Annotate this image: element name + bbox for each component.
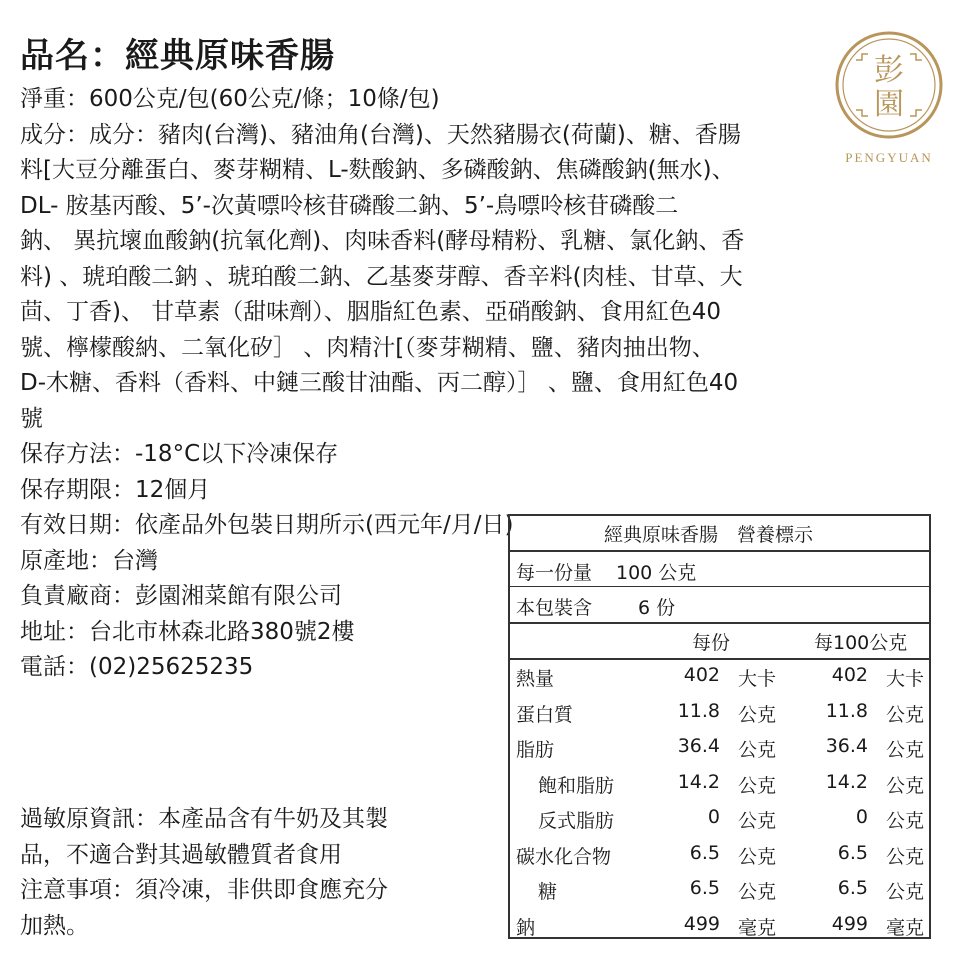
info-line: 茴、丁香)、 甘草素（甜味劑）、胭脂紅色素、亞硝酸鈉、食用紅色40 bbox=[20, 299, 722, 325]
info-line: 有效日期：依產品外包裝日期所示(西元年/月/日) bbox=[20, 512, 514, 538]
info-line: 原產地：台灣 bbox=[20, 547, 158, 574]
nutrient-unit-per-serving: 公克 bbox=[738, 881, 777, 903]
info-line: DL- 胺基丙酸、5’-次黃嘌呤核苷磷酸二鈉、5’-鳥嘌呤核苷磷酸二 bbox=[20, 192, 679, 219]
nutrient-unit-per-serving: 公克 bbox=[738, 810, 777, 832]
package-value: 6 份 bbox=[638, 597, 676, 619]
info-line: 料) 、琥珀酸二鈉 、琥珀酸二鈉、乙基麥芽醇、香辛料(肉桂、甘草、大 bbox=[20, 263, 743, 290]
product-title: 品名：經典原味香腸 bbox=[20, 36, 335, 76]
nutrient-value-per-100g: 499 bbox=[831, 912, 868, 935]
nutrient-unit-per-100g: 毫克 bbox=[886, 916, 925, 939]
nutrient-name: 鈉 bbox=[516, 916, 536, 939]
nutrition-table bbox=[508, 514, 931, 939]
nutrient-unit-per-serving: 公克 bbox=[738, 703, 777, 726]
nutrition-title: 經典原味香腸 營養標示 bbox=[604, 524, 814, 546]
nutrient-name: 反式脂肪 bbox=[538, 810, 615, 832]
nutrient-name: 碳水化合物 bbox=[516, 845, 612, 868]
col-header-per-serving: 每份 bbox=[692, 632, 731, 654]
col-header-per-100g: 每100公克 bbox=[814, 632, 908, 654]
logo-glyph-2: 園 bbox=[874, 87, 904, 122]
nutrient-value-per-serving: 6.5 bbox=[689, 841, 720, 864]
nutrient-value-per-100g: 402 bbox=[831, 664, 868, 686]
nutrient-value-per-serving: 6.5 bbox=[689, 877, 720, 899]
info-line: 保存方法：-18°C以下冷凍保存 bbox=[20, 441, 339, 467]
info-line: D-木糖、香料（香料、中鏈三酸甘油酯、丙二醇）］ 、鹽、食用紅色40 bbox=[20, 370, 739, 396]
nutrient-unit-per-100g: 公克 bbox=[886, 703, 925, 726]
divider bbox=[510, 622, 929, 624]
nutrient-value-per-serving: 36.4 bbox=[677, 735, 720, 757]
package-label: 本包裝含 bbox=[516, 597, 593, 619]
nutrient-unit-per-100g: 公克 bbox=[886, 881, 925, 903]
divider bbox=[510, 658, 929, 660]
nutrient-name: 飽和脂肪 bbox=[538, 774, 615, 797]
nutrient-value-per-100g: 6.5 bbox=[837, 841, 868, 864]
nutrient-name: 熱量 bbox=[516, 668, 555, 690]
nutrient-name: 脂肪 bbox=[516, 739, 555, 761]
allergy-line: 過敏原資訊：本產品含有牛奶及其製 bbox=[20, 806, 388, 832]
logo-text: PENGYUAN bbox=[845, 150, 933, 165]
nutrient-value-per-100g: 14.2 bbox=[825, 770, 868, 793]
allergy-line: 品，不適合對其過敏體質者食用 bbox=[20, 841, 342, 868]
divider bbox=[510, 586, 929, 587]
allergy-line: 注意事項：須冷凍，非供即食應充分 bbox=[20, 877, 388, 903]
nutrient-unit-per-serving: 公克 bbox=[738, 739, 777, 761]
nutrient-unit-per-100g: 公克 bbox=[886, 774, 925, 797]
nutrient-value-per-100g: 0 bbox=[855, 806, 868, 828]
logo-glyph-1: 彭 bbox=[874, 53, 904, 88]
info-line: 負責廠商：彭園湘菜館有限公司 bbox=[20, 583, 342, 609]
nutrient-name: 蛋白質 bbox=[516, 703, 574, 726]
info-line: 號、檸檬酸納、二氧化矽］ 、肉精汁[（麥芽糊精、鹽、豬肉抽出物、 bbox=[20, 334, 715, 361]
nutrient-name: 糖 bbox=[538, 881, 558, 903]
nutrient-unit-per-100g: 公克 bbox=[886, 845, 925, 868]
nutrient-unit-per-100g: 大卡 bbox=[886, 668, 925, 690]
info-line: 成分：成分：豬肉(台灣)、豬油角(台灣)、天然豬腸衣(荷蘭)、糖、香腸 bbox=[20, 121, 741, 148]
nutrient-value-per-serving: 14.2 bbox=[677, 770, 720, 793]
nutrient-unit-per-serving: 大卡 bbox=[738, 668, 777, 690]
nutrient-value-per-serving: 402 bbox=[683, 664, 720, 686]
info-line: 鈉、 異抗壞血酸鈉(抗氧化劑)、肉味香料(酵母精粉、乳糖、氯化鈉、香 bbox=[20, 228, 745, 254]
nutrient-unit-per-serving: 毫克 bbox=[738, 916, 777, 939]
nutrient-unit-per-serving: 公克 bbox=[738, 845, 777, 868]
nutrient-value-per-serving: 11.8 bbox=[677, 699, 720, 722]
nutrient-value-per-serving: 499 bbox=[683, 912, 720, 935]
info-line: 淨重：600公克/包(60公克/條；10條/包) bbox=[20, 86, 440, 112]
nutrient-unit-per-100g: 公克 bbox=[886, 739, 925, 761]
serving-value: 100 公克 bbox=[616, 562, 697, 584]
info-line: 料[大豆分離蛋白、麥芽糊精、L-麩酸鈉、多磷酸鈉、焦磷酸鈉(無水)、 bbox=[20, 157, 735, 183]
nutrient-unit-per-100g: 公克 bbox=[886, 810, 925, 832]
serving-label: 每一份量 bbox=[516, 562, 593, 584]
nutrient-unit-per-serving: 公克 bbox=[738, 774, 777, 797]
info-line: 號 bbox=[20, 405, 43, 432]
info-line: 電話：(02)25625235 bbox=[20, 654, 254, 680]
nutrient-value-per-serving: 0 bbox=[707, 806, 720, 828]
allergy-info bbox=[20, 802, 490, 944]
nutrient-value-per-100g: 6.5 bbox=[837, 877, 868, 899]
nutrient-value-per-100g: 36.4 bbox=[825, 735, 868, 757]
info-line: 地址：台北市林森北路380號2樓 bbox=[20, 618, 355, 645]
nutrient-value-per-100g: 11.8 bbox=[825, 699, 868, 722]
info-line: 保存期限：12個月 bbox=[20, 476, 211, 503]
divider bbox=[510, 550, 929, 552]
pengyuan-logo bbox=[834, 30, 944, 140]
allergy-line: 加熱。 bbox=[20, 912, 89, 939]
